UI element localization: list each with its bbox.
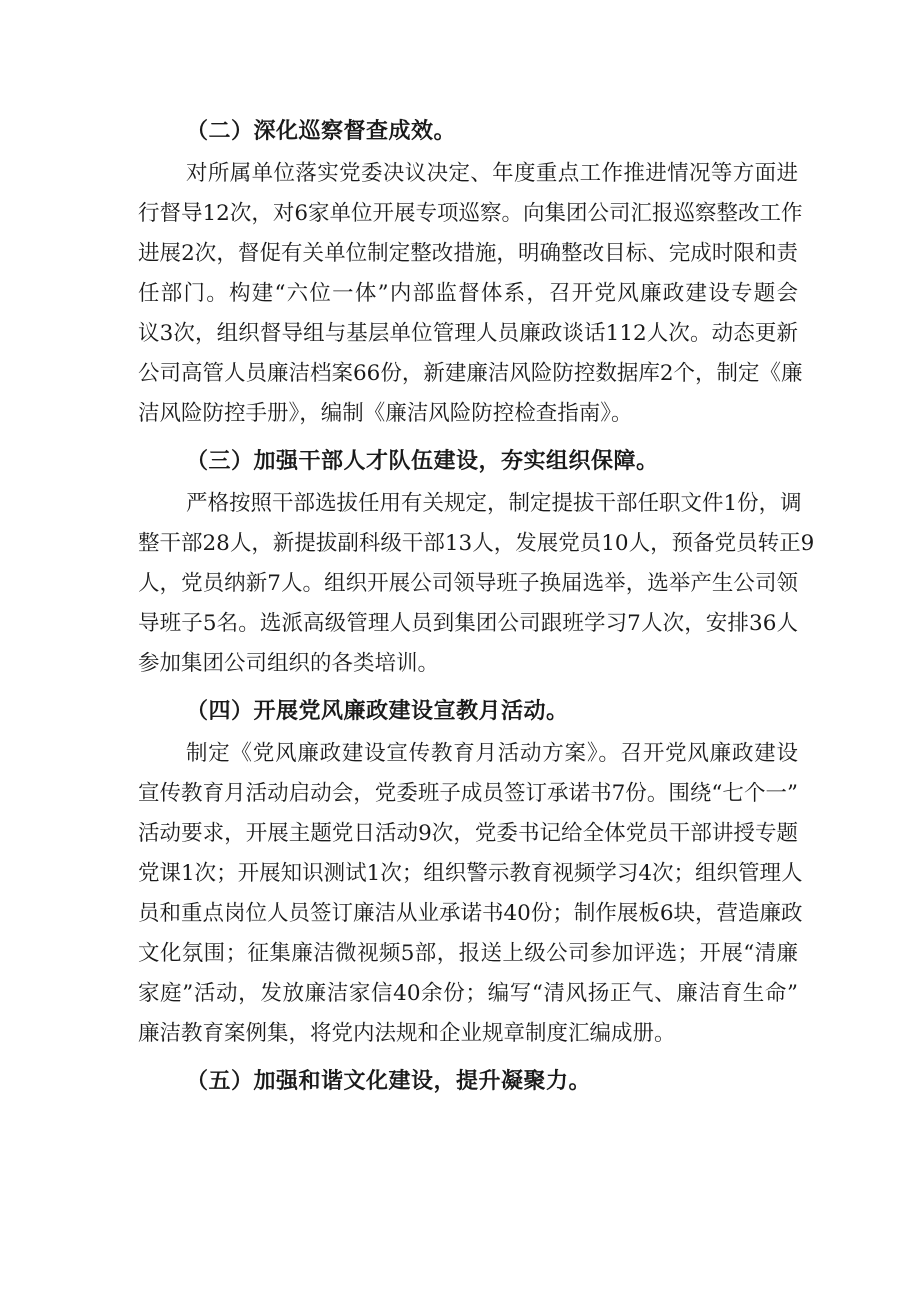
paragraph-line: 人，党员纳新7人。组织开展公司领导班子换届选举，选举产生公司领 bbox=[138, 571, 798, 596]
paragraph-line: 宣传教育月活动启动会，党委班子成员签订承诺书7份。围绕“七个一” bbox=[138, 781, 798, 806]
section-heading: （四）开展党风廉政建设宣教月活动。 bbox=[186, 698, 569, 724]
paragraph-line: 任部门。构建“六位一体”内部监督体系，召开党风廉政建设专题会 bbox=[138, 281, 798, 306]
paragraph-line: 参加集团公司组织的各类培训。 bbox=[138, 651, 440, 676]
paragraph-line: 对所属单位落实党委决议决定、年度重点工作推进情况等方面进 bbox=[186, 161, 798, 186]
paragraph-line: 制定《党风廉政建设宣传教育月活动方案》。召开党风廉政建设 bbox=[186, 741, 798, 766]
paragraph-line: 员和重点岗位人员签订廉洁从业承诺书40份；制作展板6块，营造廉政 bbox=[138, 901, 803, 926]
section-paragraph bbox=[138, 154, 803, 434]
paragraph-line: 洁风险防控手册》，编制《廉洁风险防控检查指南》。 bbox=[138, 401, 633, 426]
paragraph-line: 行督导12次，对6家单位开展专项巡察。向集团公司汇报巡察整改工作 bbox=[138, 201, 803, 226]
section-paragraph bbox=[138, 734, 803, 1054]
section-heading: （五）加强和谐文化建设，提升凝聚力。 bbox=[186, 1068, 592, 1094]
section-3 bbox=[138, 438, 815, 684]
paragraph-line: 导班子5名。选派高级管理人员到集团公司跟班学习7人次，安排36人 bbox=[138, 611, 798, 636]
section-2 bbox=[138, 108, 803, 434]
section-5 bbox=[138, 1058, 798, 1104]
document-body bbox=[138, 108, 815, 1104]
section-heading: （三）加强干部人才队伍建设，夯实组织保障。 bbox=[186, 448, 659, 474]
section-heading: （二）深化巡察督查成效。 bbox=[186, 118, 457, 144]
section-paragraph bbox=[138, 484, 815, 684]
paragraph-line: 进展2次，督促有关单位制定整改措施，明确整改目标、完成时限和责 bbox=[138, 241, 798, 266]
paragraph-line: 文化氛围；征集廉洁微视频5部，报送上级公司参加评选；开展“清廉 bbox=[138, 941, 798, 966]
section-4 bbox=[138, 688, 803, 1054]
paragraph-line: 整干部28人，新提拔副科级干部13人，发展党员10人，预备党员转正9 bbox=[138, 531, 815, 556]
paragraph-line: 议3次，组织督导组与基层单位管理人员廉政谈话112人次。动态更新 bbox=[138, 321, 798, 346]
paragraph-line: 公司高管人员廉洁档案66份，新建廉洁风险防控数据库2个，制定《廉 bbox=[138, 361, 803, 386]
paragraph-line: 活动要求，开展主题党日活动9次，党委书记给全体党员干部讲授专题 bbox=[138, 821, 798, 846]
paragraph-line: 严格按照干部选拔任用有关规定，制定提拔干部任职文件1份，调 bbox=[186, 491, 802, 516]
paragraph-line: 家庭”活动，发放廉洁家信40余份；编写“清风扬正气、廉洁育生命” bbox=[138, 981, 798, 1006]
paragraph-line: 党课1次；开展知识测试1次；组织警示教育视频学习4次；组织管理人 bbox=[138, 861, 803, 886]
paragraph-line: 廉洁教育案例集，将党内法规和企业规章制度汇编成册。 bbox=[138, 1021, 676, 1046]
